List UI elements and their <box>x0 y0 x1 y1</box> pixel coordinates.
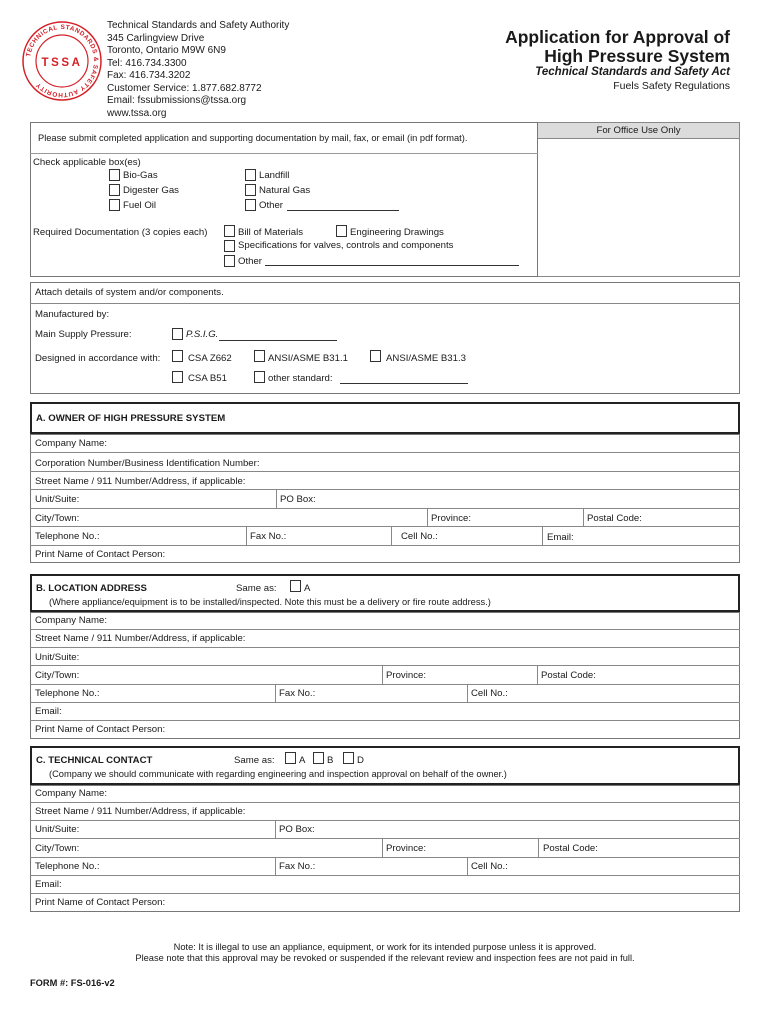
b-company-label: Company Name: <box>35 615 107 626</box>
a-contact-label: Print Name of Contact Person: <box>35 549 166 560</box>
footer-note-1: Note: It is illegal to use an appliance, equipment, or work for its intended purpose unless it is approved. <box>173 942 597 952</box>
section-b-subtitle: (Where appliance/equipment is to be installed/inspected. Note this must be a delivery or fire route address.) <box>49 597 491 607</box>
other-standard-label: other standard: <box>268 373 333 384</box>
c-company-label: Company Name: <box>35 788 107 799</box>
c-email-label: Email: <box>35 879 62 890</box>
form-regulation: Fuels Safety Regulations <box>613 80 730 92</box>
c-city-label: City/Town: <box>35 843 80 854</box>
other-fuel-label: Other <box>259 200 283 211</box>
csa-z662-checkbox[interactable] <box>172 350 183 362</box>
specifications-label: Specifications for valves, controls and components <box>238 240 454 251</box>
landfill-label: Landfill <box>259 170 290 181</box>
b-email-label: Email: <box>35 706 62 717</box>
specifications-checkbox[interactable] <box>224 240 235 252</box>
b-city-label: City/Town: <box>35 670 80 681</box>
other-fuel-checkbox[interactable] <box>245 199 256 211</box>
other-doc-checkbox[interactable] <box>224 255 235 267</box>
logo-text: TSSA <box>41 57 83 69</box>
a-company-label: Company Name: <box>35 438 107 449</box>
c-unit-label: Unit/Suite: <box>35 824 80 835</box>
c-same-as-b-checkbox[interactable] <box>313 752 324 764</box>
c-same-as-d-label: D <box>357 755 364 766</box>
b-fax-label: Fax No.: <box>279 688 316 699</box>
other-standard-field[interactable] <box>340 383 468 384</box>
main-supply-label: Main Supply Pressure: <box>35 329 132 340</box>
c-contact-label: Print Name of Contact Person: <box>35 897 166 908</box>
digester-gas-label: Digester Gas <box>123 185 179 196</box>
other-standard-checkbox[interactable] <box>254 371 265 383</box>
org-email: Email: fssubmissions@tssa.org <box>107 95 247 106</box>
c-province-label: Province: <box>386 843 426 854</box>
form-title-line1: Application for Approval of <box>505 27 730 47</box>
csa-z662-label: CSA Z662 <box>188 353 232 364</box>
bill-of-materials-checkbox[interactable] <box>224 225 235 237</box>
system-box <box>30 282 740 394</box>
footer-note-2: Please note that this approval may be revoked or suspended if the relevant review and inspection fees are not paid in full. <box>135 953 635 963</box>
org-name: Technical Standards and Safety Authority <box>107 20 290 31</box>
org-website[interactable]: www.tssa.org <box>107 107 167 119</box>
a-fax-label: Fax No.: <box>250 531 287 542</box>
c-same-as-a-checkbox[interactable] <box>285 752 296 764</box>
b-same-as-label: Same as: <box>236 583 277 594</box>
form-title-line2: High Pressure System <box>544 46 730 66</box>
c-street-label: Street Name / 911 Number/Address, if applicable: <box>35 806 246 817</box>
ansi-b311-checkbox[interactable] <box>254 350 265 362</box>
other-doc-field[interactable] <box>265 265 519 266</box>
b-unit-label: Unit/Suite: <box>35 652 80 663</box>
natural-gas-label: Natural Gas <box>259 185 311 196</box>
b-contact-label: Print Name of Contact Person: <box>35 724 166 735</box>
submit-note: Please submit completed application and supporting documentation by mail, fax, or email (in pdf format). <box>38 133 468 143</box>
psig-checkbox[interactable] <box>172 328 183 340</box>
b-cell-label: Cell No.: <box>471 688 508 699</box>
req-doc-label: Required Documentation (3 copies each) <box>33 227 208 238</box>
other-fuel-field[interactable] <box>287 210 399 211</box>
section-c-subtitle: (Company we should communicate with regarding engineering and inspection approval on behalf of the owner.) <box>49 769 507 779</box>
intro-box <box>30 122 538 277</box>
a-street-label: Street Name / 911 Number/Address, if applicable: <box>35 476 246 487</box>
org-tel: Tel: 416.734.3300 <box>107 57 187 69</box>
engineering-drawings-checkbox[interactable] <box>336 225 347 237</box>
digester-gas-checkbox[interactable] <box>109 184 120 196</box>
a-phone-label: Telephone No.: <box>35 531 100 542</box>
a-postal-label: Postal Code: <box>587 513 642 524</box>
a-province-label: Province: <box>431 513 471 524</box>
c-postal-label: Postal Code: <box>543 843 598 854</box>
ansi-b313-label: ANSI/ASME B31.3 <box>386 353 466 364</box>
office-use-box <box>537 122 740 277</box>
c-fax-label: Fax No.: <box>279 861 316 872</box>
fuel-oil-checkbox[interactable] <box>109 199 120 211</box>
csa-b51-checkbox[interactable] <box>172 371 183 383</box>
b-phone-label: Telephone No.: <box>35 688 100 699</box>
other-doc-label: Other <box>238 256 262 267</box>
a-email-label: Email: <box>547 532 574 543</box>
c-same-as-b-label: B <box>327 755 334 766</box>
section-b-title: B. LOCATION ADDRESS <box>36 583 147 594</box>
b-same-as-a-label: A <box>304 583 311 594</box>
org-address-1: 345 Carlingview Drive <box>107 32 205 44</box>
ansi-b313-checkbox[interactable] <box>370 350 381 362</box>
biogas-checkbox[interactable] <box>109 169 120 181</box>
c-same-as-a-label: A <box>299 755 306 766</box>
b-province-label: Province: <box>386 670 426 681</box>
a-cell-label: Cell No.: <box>401 531 438 542</box>
bill-of-materials-label: Bill of Materials <box>238 227 304 238</box>
b-street-label: Street Name / 911 Number/Address, if applicable: <box>35 633 246 644</box>
a-pobox-label: PO Box: <box>280 494 316 505</box>
natural-gas-checkbox[interactable] <box>245 184 256 196</box>
section-a-body <box>30 434 740 563</box>
org-address-2: Toronto, Ontario M9W 6N9 <box>107 45 226 56</box>
designed-label: Designed in accordance with: <box>35 353 161 364</box>
form-act: Technical Standards and Safety Act <box>535 66 730 78</box>
c-same-as-label: Same as: <box>234 755 275 766</box>
section-a-title: A. OWNER OF HIGH PRESSURE SYSTEM <box>36 413 226 424</box>
section-c-title: C. TECHNICAL CONTACT <box>36 755 153 766</box>
csa-b51-label: CSA B51 <box>188 373 227 384</box>
tssa-logo <box>21 20 103 102</box>
c-cell-label: Cell No.: <box>471 861 508 872</box>
b-same-as-a-checkbox[interactable] <box>290 580 301 592</box>
b-postal-label: Postal Code: <box>541 670 596 681</box>
c-phone-label: Telephone No.: <box>35 861 100 872</box>
a-unit-label: Unit/Suite: <box>35 494 80 505</box>
check-label: Check applicable box(es) <box>33 157 141 168</box>
engineering-drawings-label: Engineering Drawings <box>350 227 444 238</box>
c-pobox-label: PO Box: <box>279 824 315 835</box>
a-corp-no-label: Corporation Number/Business Identification Number: <box>35 458 260 469</box>
logo-ring-text: TECHNICAL STANDARDS & SAFETY AUTHORITY <box>25 23 100 99</box>
manufactured-by-label: Manufactured by: <box>35 309 110 320</box>
org-fax: Fax: 416.734.3202 <box>107 70 191 81</box>
attach-note: Attach details of system and/or components. <box>35 287 224 298</box>
fuel-oil-label: Fuel Oil <box>123 200 157 211</box>
form-number: FORM #: FS-016-v2 <box>30 978 115 988</box>
psig-label: P.S.I.G. <box>186 329 219 340</box>
office-use-label: For Office Use Only <box>596 125 681 136</box>
c-same-as-d-checkbox[interactable] <box>343 752 354 764</box>
a-city-label: City/Town: <box>35 513 80 524</box>
landfill-checkbox[interactable] <box>245 169 256 181</box>
ansi-b311-label: ANSI/ASME B31.1 <box>268 353 348 364</box>
biogas-label: Bio-Gas <box>123 170 158 181</box>
psig-field[interactable] <box>219 340 337 341</box>
org-customer-service: Customer Service: 1.877.682.8772 <box>107 82 262 94</box>
